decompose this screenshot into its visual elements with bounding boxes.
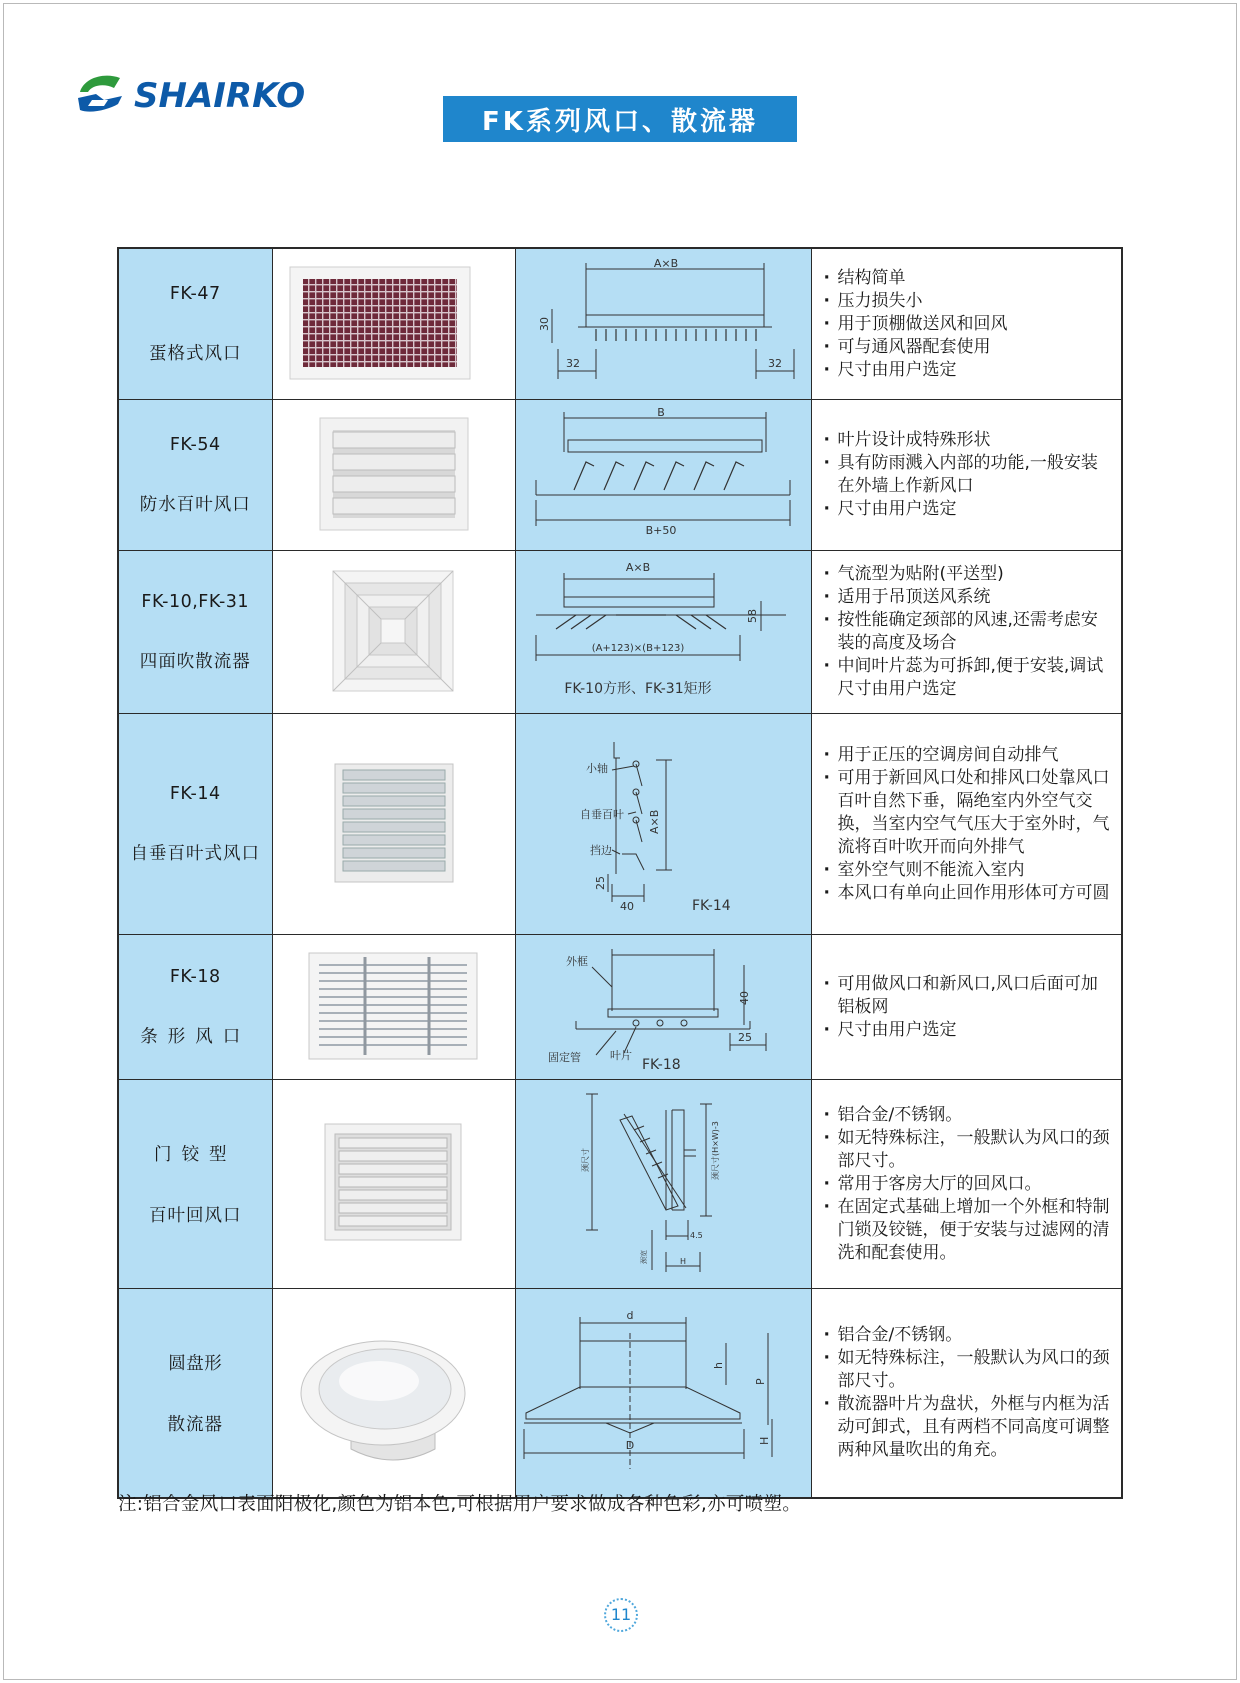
- product-model: 圆盘形: [168, 1354, 223, 1374]
- table-row: [118, 400, 1122, 551]
- product-name: 自垂百叶式风口: [130, 843, 260, 864]
- diagram-label: P: [753, 1378, 767, 1385]
- footnote: 注:铝合金风口表面阳极化,颜色为铝本色,可根据用户要求做成各种色彩,亦可喷塑。: [118, 1494, 802, 1515]
- feature-list: [822, 744, 1114, 905]
- diagram-label: B: [656, 406, 665, 419]
- product-features-cell: [811, 551, 1122, 714]
- product-features-cell: [811, 248, 1122, 400]
- diagram-label: 4.5: [689, 1231, 703, 1240]
- product-model: FK-54: [169, 434, 221, 455]
- list-item: · 铝合金/不锈钢。: [822, 1104, 1114, 1127]
- technical-diagram: [516, 551, 811, 709]
- table-row: [118, 551, 1122, 714]
- brand-logo: [74, 70, 305, 122]
- list-item: · 可用做风口和新风口,风口后面可加铝板网: [822, 973, 1114, 1019]
- table-row: [118, 935, 1122, 1080]
- diagram-label: 32: [565, 357, 580, 370]
- product-diagram-cell: [515, 935, 811, 1080]
- product-name-cell: [118, 400, 272, 551]
- list-item: · 适用于吊顶送风系统: [822, 586, 1114, 609]
- product-diagram-cell: [515, 248, 811, 400]
- list-item: · 本风口有单向止回作用形体可方可圆: [822, 882, 1114, 905]
- diagram-caption: FK-18: [641, 1057, 681, 1073]
- diagram-label: 58: [745, 609, 759, 623]
- list-item: · 用于顶棚做送风和回风: [822, 313, 1114, 336]
- list-item: · 室外空气则不能流入室内: [822, 859, 1114, 882]
- product-photo-cell: [272, 248, 515, 400]
- diagram-caption: FK-10方形、FK-31矩形: [563, 681, 712, 697]
- diagram-label: 30: [537, 317, 551, 331]
- product-diagram-cell: [515, 1289, 811, 1499]
- diagram-label: (A+123)×(B+123): [591, 643, 684, 654]
- list-item: · 压力损失小: [822, 290, 1114, 313]
- logo-mark-icon: [74, 70, 126, 122]
- product-photo: [273, 935, 515, 1075]
- table-row: [118, 714, 1122, 935]
- product-photo: [273, 1289, 515, 1493]
- diagram-label: H: [679, 1257, 686, 1266]
- product-photo-cell: [272, 714, 515, 935]
- diagram-label: 自垂百叶: [579, 808, 624, 821]
- table-row: [118, 1289, 1122, 1499]
- diagram-label: A×B: [625, 561, 650, 574]
- list-item: · 气流型为贴附(平送型): [822, 563, 1114, 586]
- product-name: 百叶回风口: [149, 1206, 242, 1226]
- product-name-cell: [118, 248, 272, 400]
- list-item: · 在固定式基础上增加一个外框和特制门锁及铰链，便于安装与过滤网的清洗和配套使用。: [822, 1196, 1114, 1265]
- product-name-cell: [118, 551, 272, 714]
- list-item: · 常用于客房大厅的回风口。: [822, 1173, 1114, 1196]
- list-item: · 用于正压的空调房间自动排气: [822, 744, 1114, 767]
- product-diagram-cell: [515, 714, 811, 935]
- technical-diagram: [516, 1289, 811, 1493]
- product-photo-cell: [272, 935, 515, 1080]
- diagram-label: B+50: [645, 524, 676, 537]
- list-item: · 尺寸由用户选定: [822, 1019, 1114, 1042]
- technical-diagram: [516, 935, 811, 1075]
- product-features-cell: [811, 400, 1122, 551]
- product-model: FK-18: [169, 966, 221, 987]
- diagram-label: 固定管: [547, 1051, 581, 1064]
- product-photo: [273, 1080, 515, 1284]
- product-features-cell: [811, 1080, 1122, 1289]
- product-name-cell: [118, 1080, 272, 1289]
- diagram-label: 外框: [565, 955, 588, 968]
- product-photo-cell: [272, 400, 515, 551]
- list-item: · 铝合金/不锈钢。: [822, 1324, 1114, 1347]
- product-photo-cell: [272, 1080, 515, 1289]
- product-name: 蛋格式风口: [149, 343, 242, 364]
- feature-list: [822, 1104, 1114, 1265]
- list-item: · 中间叶片蕊为可拆卸,便于安装,调试尺寸由用户选定: [822, 655, 1114, 701]
- table-row: [118, 248, 1122, 400]
- product-photo: [273, 714, 515, 930]
- feature-list: [822, 429, 1114, 521]
- product-name-cell: [118, 1289, 272, 1499]
- product-features-cell: [811, 1289, 1122, 1499]
- product-photo-cell: [272, 1289, 515, 1499]
- list-item: · 按性能确定颈部的风速,还需考虑安装的高度及场合: [822, 609, 1114, 655]
- product-diagram-cell: [515, 1080, 811, 1289]
- list-item: · 如无特殊标注，一般默认为风口的颈部尺寸。: [822, 1127, 1114, 1173]
- diagram-label: 叶片: [609, 1049, 632, 1062]
- list-item: · 如无特殊标注，一般默认为风口的颈部尺寸。: [822, 1347, 1114, 1393]
- product-photo: [273, 249, 515, 395]
- list-item: · 可与通风器配套使用: [822, 336, 1114, 359]
- technical-diagram: [516, 249, 811, 395]
- technical-diagram: [516, 400, 811, 546]
- list-item: · 散流器叶片为盘状，外框与内框为活动可卸式，且有两档不同高度可调整两种风量吹出的角充。: [822, 1393, 1114, 1462]
- diagram-label: h: [711, 1362, 725, 1369]
- product-model: 门铰型: [154, 1145, 237, 1165]
- list-item: · 具有防雨溅入内部的功能,一般安装在外墙上作新风口: [822, 452, 1114, 498]
- list-item: · 结构简单: [822, 267, 1114, 290]
- diagram-label: 40: [737, 991, 751, 1005]
- technical-diagram: [516, 714, 811, 930]
- diagram-label: H: [757, 1436, 771, 1445]
- diagram-caption: FK-14: [691, 898, 731, 914]
- diagram-label: 颈宽: [639, 1250, 648, 1264]
- page-title: FK系列风口、散流器: [443, 96, 797, 142]
- feature-list: [822, 563, 1114, 701]
- product-model: FK-10,FK-31: [141, 591, 250, 612]
- list-item: · 尺寸由用户选定: [822, 359, 1114, 382]
- list-item: · 叶片设计成特殊形状: [822, 429, 1114, 452]
- diagram-label: 25: [737, 1031, 752, 1044]
- page-number: 11: [604, 1598, 638, 1632]
- diagram-label: d: [626, 1309, 633, 1322]
- diagram-label: 25: [593, 876, 607, 890]
- diagram-label: 颈尺寸: [580, 1148, 590, 1172]
- product-features-cell: [811, 714, 1122, 935]
- product-name-cell: [118, 714, 272, 935]
- feature-list: [822, 1324, 1114, 1462]
- diagram-label: 40: [619, 900, 634, 913]
- diagram-label: A×B: [647, 809, 661, 834]
- diagram-label: 挡边: [589, 844, 612, 857]
- product-name: 条形风口: [140, 1026, 251, 1047]
- diagram-label: 小轴: [585, 762, 608, 775]
- product-diagram-cell: [515, 551, 811, 714]
- technical-diagram: [516, 1080, 811, 1284]
- product-name: 防水百叶风口: [139, 494, 251, 515]
- product-model: FK-47: [169, 283, 221, 304]
- product-photo: [273, 551, 515, 709]
- product-diagram-cell: [515, 400, 811, 551]
- product-name-cell: [118, 935, 272, 1080]
- product-photo-cell: [272, 551, 515, 714]
- product-model: FK-14: [169, 783, 221, 804]
- diagram-label: A×B: [653, 257, 678, 270]
- product-table: [117, 247, 1123, 1499]
- table-row: [118, 1080, 1122, 1289]
- brand-name: SHAIRKO: [134, 76, 306, 116]
- feature-list: [822, 267, 1114, 382]
- feature-list: [822, 973, 1114, 1042]
- diagram-label: D: [625, 1439, 634, 1452]
- product-photo: [273, 400, 515, 546]
- list-item: · 可用于新回风口处和排风口处靠风口百叶自然下垂，隔绝室内外空气交换，当室内空气气压大于室外时，气流将百叶吹开而向外排气: [822, 767, 1114, 859]
- diagram-label: 颈尺寸(H×W)-3: [710, 1121, 720, 1180]
- product-name: 散流器: [167, 1415, 223, 1435]
- product-features-cell: [811, 935, 1122, 1080]
- product-name: 四面吹散流器: [139, 651, 251, 672]
- list-item: · 尺寸由用户选定: [822, 498, 1114, 521]
- diagram-label: 32: [767, 357, 782, 370]
